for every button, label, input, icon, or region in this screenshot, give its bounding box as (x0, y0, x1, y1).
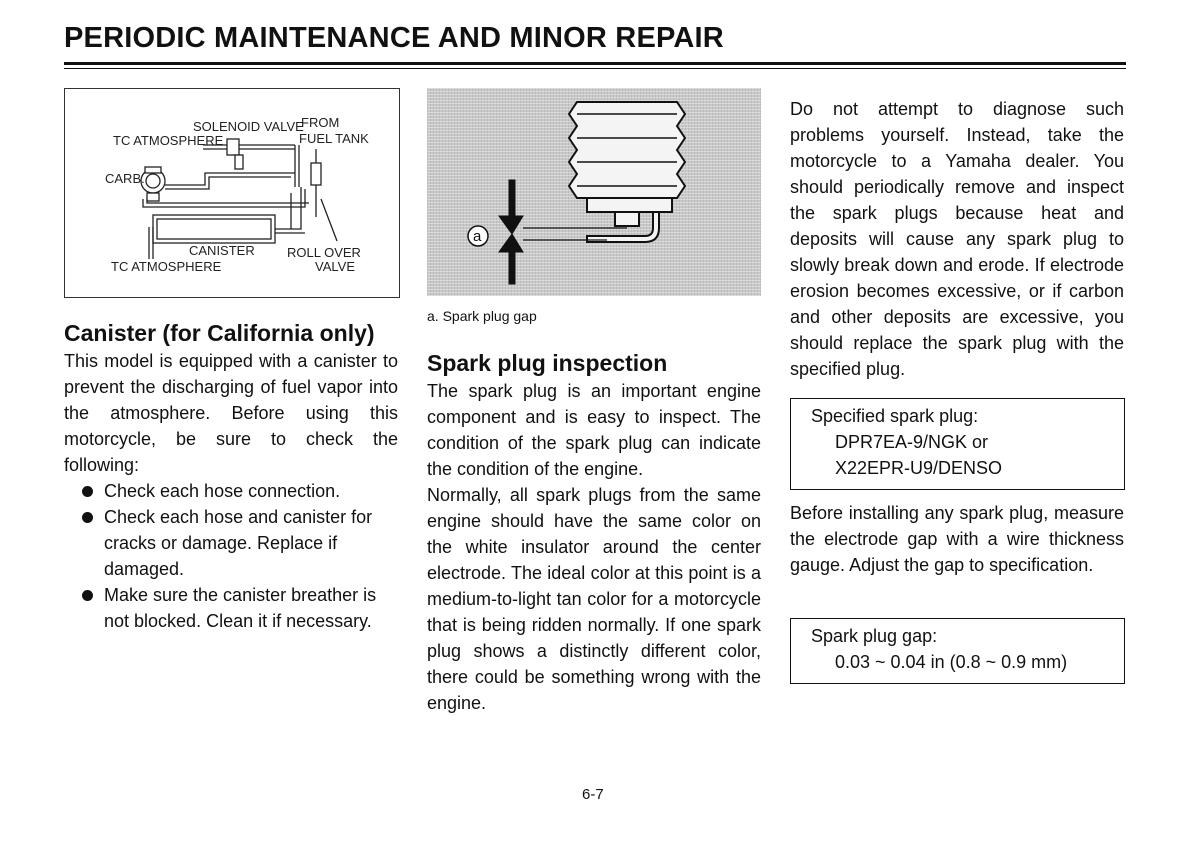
label-roll-over: ROLL OVER (287, 245, 361, 260)
spec-plug-line2: X22EPR-U9/DENSO (835, 458, 1003, 478)
spec-spark-plug-box (790, 398, 1125, 490)
spark-plug-para2: Normally, all spark plugs from the same engine should have the same color on the white insulator around the center electrode. The ideal color at this point is a medium-to-light tan color for a motorcycle that is being ridden normally. If one spark plug shows a distinctly different color, there could be something wrong with the engine. (427, 485, 761, 713)
canister-checklist (64, 478, 398, 634)
figure-caption: a. Spark plug gap (427, 308, 537, 324)
label-tc-atmosphere-bottom: TC ATMOSPHERE (111, 259, 222, 274)
header-rule-thin (64, 68, 1126, 69)
spec-plug-title: Specified spark plug: (811, 406, 979, 426)
bullet-icon (82, 590, 93, 601)
right-column-top (790, 96, 1124, 382)
label-solenoid-valve: SOLENOID VALVE (193, 119, 304, 134)
page-title: PERIODIC MAINTENANCE AND MINOR REPAIR (64, 22, 724, 54)
spec-plug-line1: DPR7EA-9/NGK or (835, 432, 989, 452)
header-rule-thick (64, 62, 1126, 65)
label-from: FROM (301, 115, 340, 130)
left-column (64, 318, 398, 634)
right-column-middle (790, 500, 1124, 578)
page-number: 6-7 (582, 786, 604, 803)
spec-gap-value: 0.03 ~ 0.04 in (0.8 ~ 0.9 mm) (835, 652, 1068, 672)
label-valve: VALVE (315, 259, 355, 274)
list-item (64, 504, 398, 582)
bullet-icon (82, 486, 93, 497)
list-item-text: Make sure the canister breather is not blocked. Clean it if necessary. (104, 585, 377, 631)
spark-plug-heading: Spark plug inspection (427, 350, 668, 376)
list-item (64, 478, 398, 504)
canister-diagram (64, 88, 400, 298)
spec-gap-box (790, 618, 1125, 684)
gap-marker-label: a (473, 228, 482, 245)
label-canister: CANISTER (189, 243, 255, 258)
list-item-text: Check each hose connection. (104, 481, 341, 501)
list-item-text: Check each hose and canister for cracks or damage. Replace if damaged. (104, 507, 373, 579)
right-para1: Do not attempt to diagnose such problems yourself. Instead, take the motorcycle to a Yamaha dealer. You should periodically remove and inspect the spark plugs because heat and deposits will cause any spark plug to slowly break down and erode. If electrode erosion becomes excessive, or if carbon and other deposits are excessive, you should replace the spark plug with the specified plug. (790, 99, 1124, 379)
spec-gap-title: Spark plug gap: (811, 626, 938, 646)
spark-plug-image (427, 88, 761, 296)
label-fuel-tank: FUEL TANK (299, 131, 369, 146)
label-tc-atmosphere-top: TC ATMOSPHERE (113, 133, 224, 148)
bullet-icon (82, 512, 93, 523)
middle-column (427, 348, 761, 716)
canister-heading: Canister (for California only) (64, 320, 375, 346)
spark-plug-para1: The spark plug is an important engine component and is easy to inspect. The condition of the spark plug can indicate the condition of the engine. (427, 381, 761, 479)
spark-plug-drawing (427, 88, 761, 296)
label-carb: CARB. (105, 171, 145, 186)
right-para2: Before installing any spark plug, measure the electrode gap with a wire thickness gauge. Adjust the gap to specification. (790, 503, 1124, 575)
canister-intro: This model is equipped with a canister to prevent the discharging of fuel vapor into the atmosphere. Before using this motorcycle, be sure to check the following: (64, 351, 398, 475)
canister-diagram-drawing (65, 89, 399, 297)
list-item (64, 582, 398, 634)
